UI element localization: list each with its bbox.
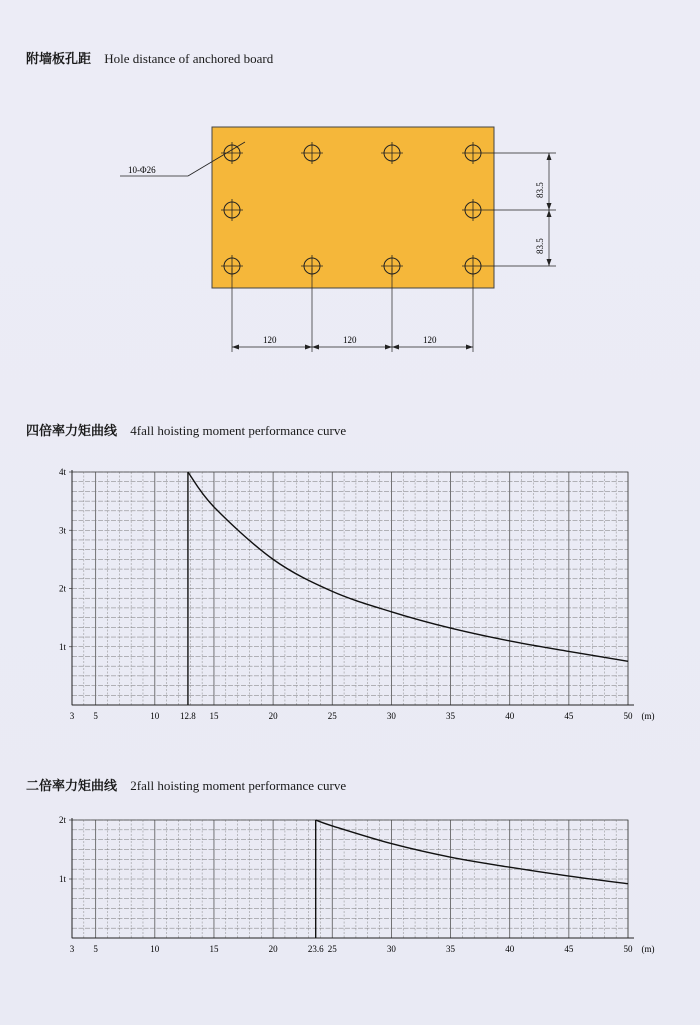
x-tick-label-10: 40 bbox=[505, 711, 515, 721]
board-title-en: Hole distance of anchored board bbox=[104, 51, 274, 66]
x-tick-label-2: 5 bbox=[93, 711, 98, 721]
board-title-cn: 附墙板孔距 bbox=[26, 52, 92, 67]
chart-grid bbox=[72, 820, 628, 938]
y-tick-label-2: 2t bbox=[58, 583, 66, 594]
chart2-title-en: 2fall hoisting moment performance curve bbox=[130, 778, 347, 793]
chart2-title-cn: 二倍率力矩曲线 bbox=[26, 779, 118, 794]
x-tick-label-3: 10 bbox=[150, 711, 160, 721]
x-tick-label-1: 3 bbox=[69, 944, 75, 954]
x-tick-label-4: 12.8 bbox=[180, 711, 196, 721]
dim-h-1: 120 bbox=[263, 335, 277, 345]
x-tick-label-4: 15 bbox=[209, 944, 219, 954]
x-axis-unit: (m) bbox=[641, 944, 655, 954]
chart4-heading bbox=[26, 420, 346, 439]
x-tick-label-11: 45 bbox=[564, 944, 574, 954]
x-tick-label-10: 40 bbox=[505, 944, 515, 954]
y-tick-label-4: 4t bbox=[58, 467, 66, 477]
dim-h-2: 120 bbox=[343, 335, 357, 345]
load-curve bbox=[188, 472, 628, 661]
hole-spec-label: 10-Φ26 bbox=[128, 165, 156, 175]
chart2-heading bbox=[26, 775, 346, 794]
x-tick-label-3: 10 bbox=[150, 944, 160, 954]
chart-axes bbox=[59, 467, 655, 721]
chart-2fall bbox=[0, 808, 700, 958]
chart-axes bbox=[59, 815, 655, 954]
x-tick-label-8: 30 bbox=[386, 711, 396, 721]
x-tick-label-8: 30 bbox=[386, 944, 396, 954]
x-tick-label-1: 3 bbox=[69, 711, 75, 721]
x-tick-label-9: 35 bbox=[446, 711, 456, 721]
x-tick-label-12: 50 bbox=[623, 944, 633, 954]
y-tick-label-2: 2t bbox=[58, 815, 66, 825]
dim-v-1: 83.5 bbox=[535, 182, 545, 198]
x-tick-label-2: 5 bbox=[93, 944, 98, 954]
load-curve bbox=[316, 820, 628, 884]
x-tick-label-7: 25 bbox=[327, 711, 337, 721]
y-tick-label-1: 1t bbox=[58, 641, 66, 652]
x-axis-unit: (m) bbox=[641, 711, 655, 721]
dim-h-3: 120 bbox=[423, 335, 437, 345]
x-tick-label-5: 20 bbox=[268, 944, 278, 954]
chart4-title-en: 4fall hoisting moment performance curve bbox=[130, 423, 347, 438]
y-tick-label-3: 3t bbox=[58, 525, 66, 536]
dim-v-2: 83.5 bbox=[535, 238, 545, 254]
x-tick-label-9: 35 bbox=[446, 944, 456, 954]
chart-grid bbox=[72, 472, 628, 705]
x-tick-label-5: 15 bbox=[209, 711, 219, 721]
x-tick-label-6: 20 bbox=[268, 711, 278, 721]
x-tick-label-6: 23.6 bbox=[307, 944, 324, 954]
x-tick-label-12: 50 bbox=[623, 711, 633, 721]
y-tick-label-1: 1t bbox=[58, 874, 66, 884]
anchored-board bbox=[212, 127, 494, 288]
anchored-board-diagram bbox=[0, 0, 700, 380]
x-tick-label-11: 45 bbox=[564, 711, 574, 721]
x-tick-label-7: 25 bbox=[327, 944, 337, 954]
chart4-title-cn: 四倍率力矩曲线 bbox=[26, 424, 118, 439]
chart-4fall bbox=[0, 455, 700, 735]
